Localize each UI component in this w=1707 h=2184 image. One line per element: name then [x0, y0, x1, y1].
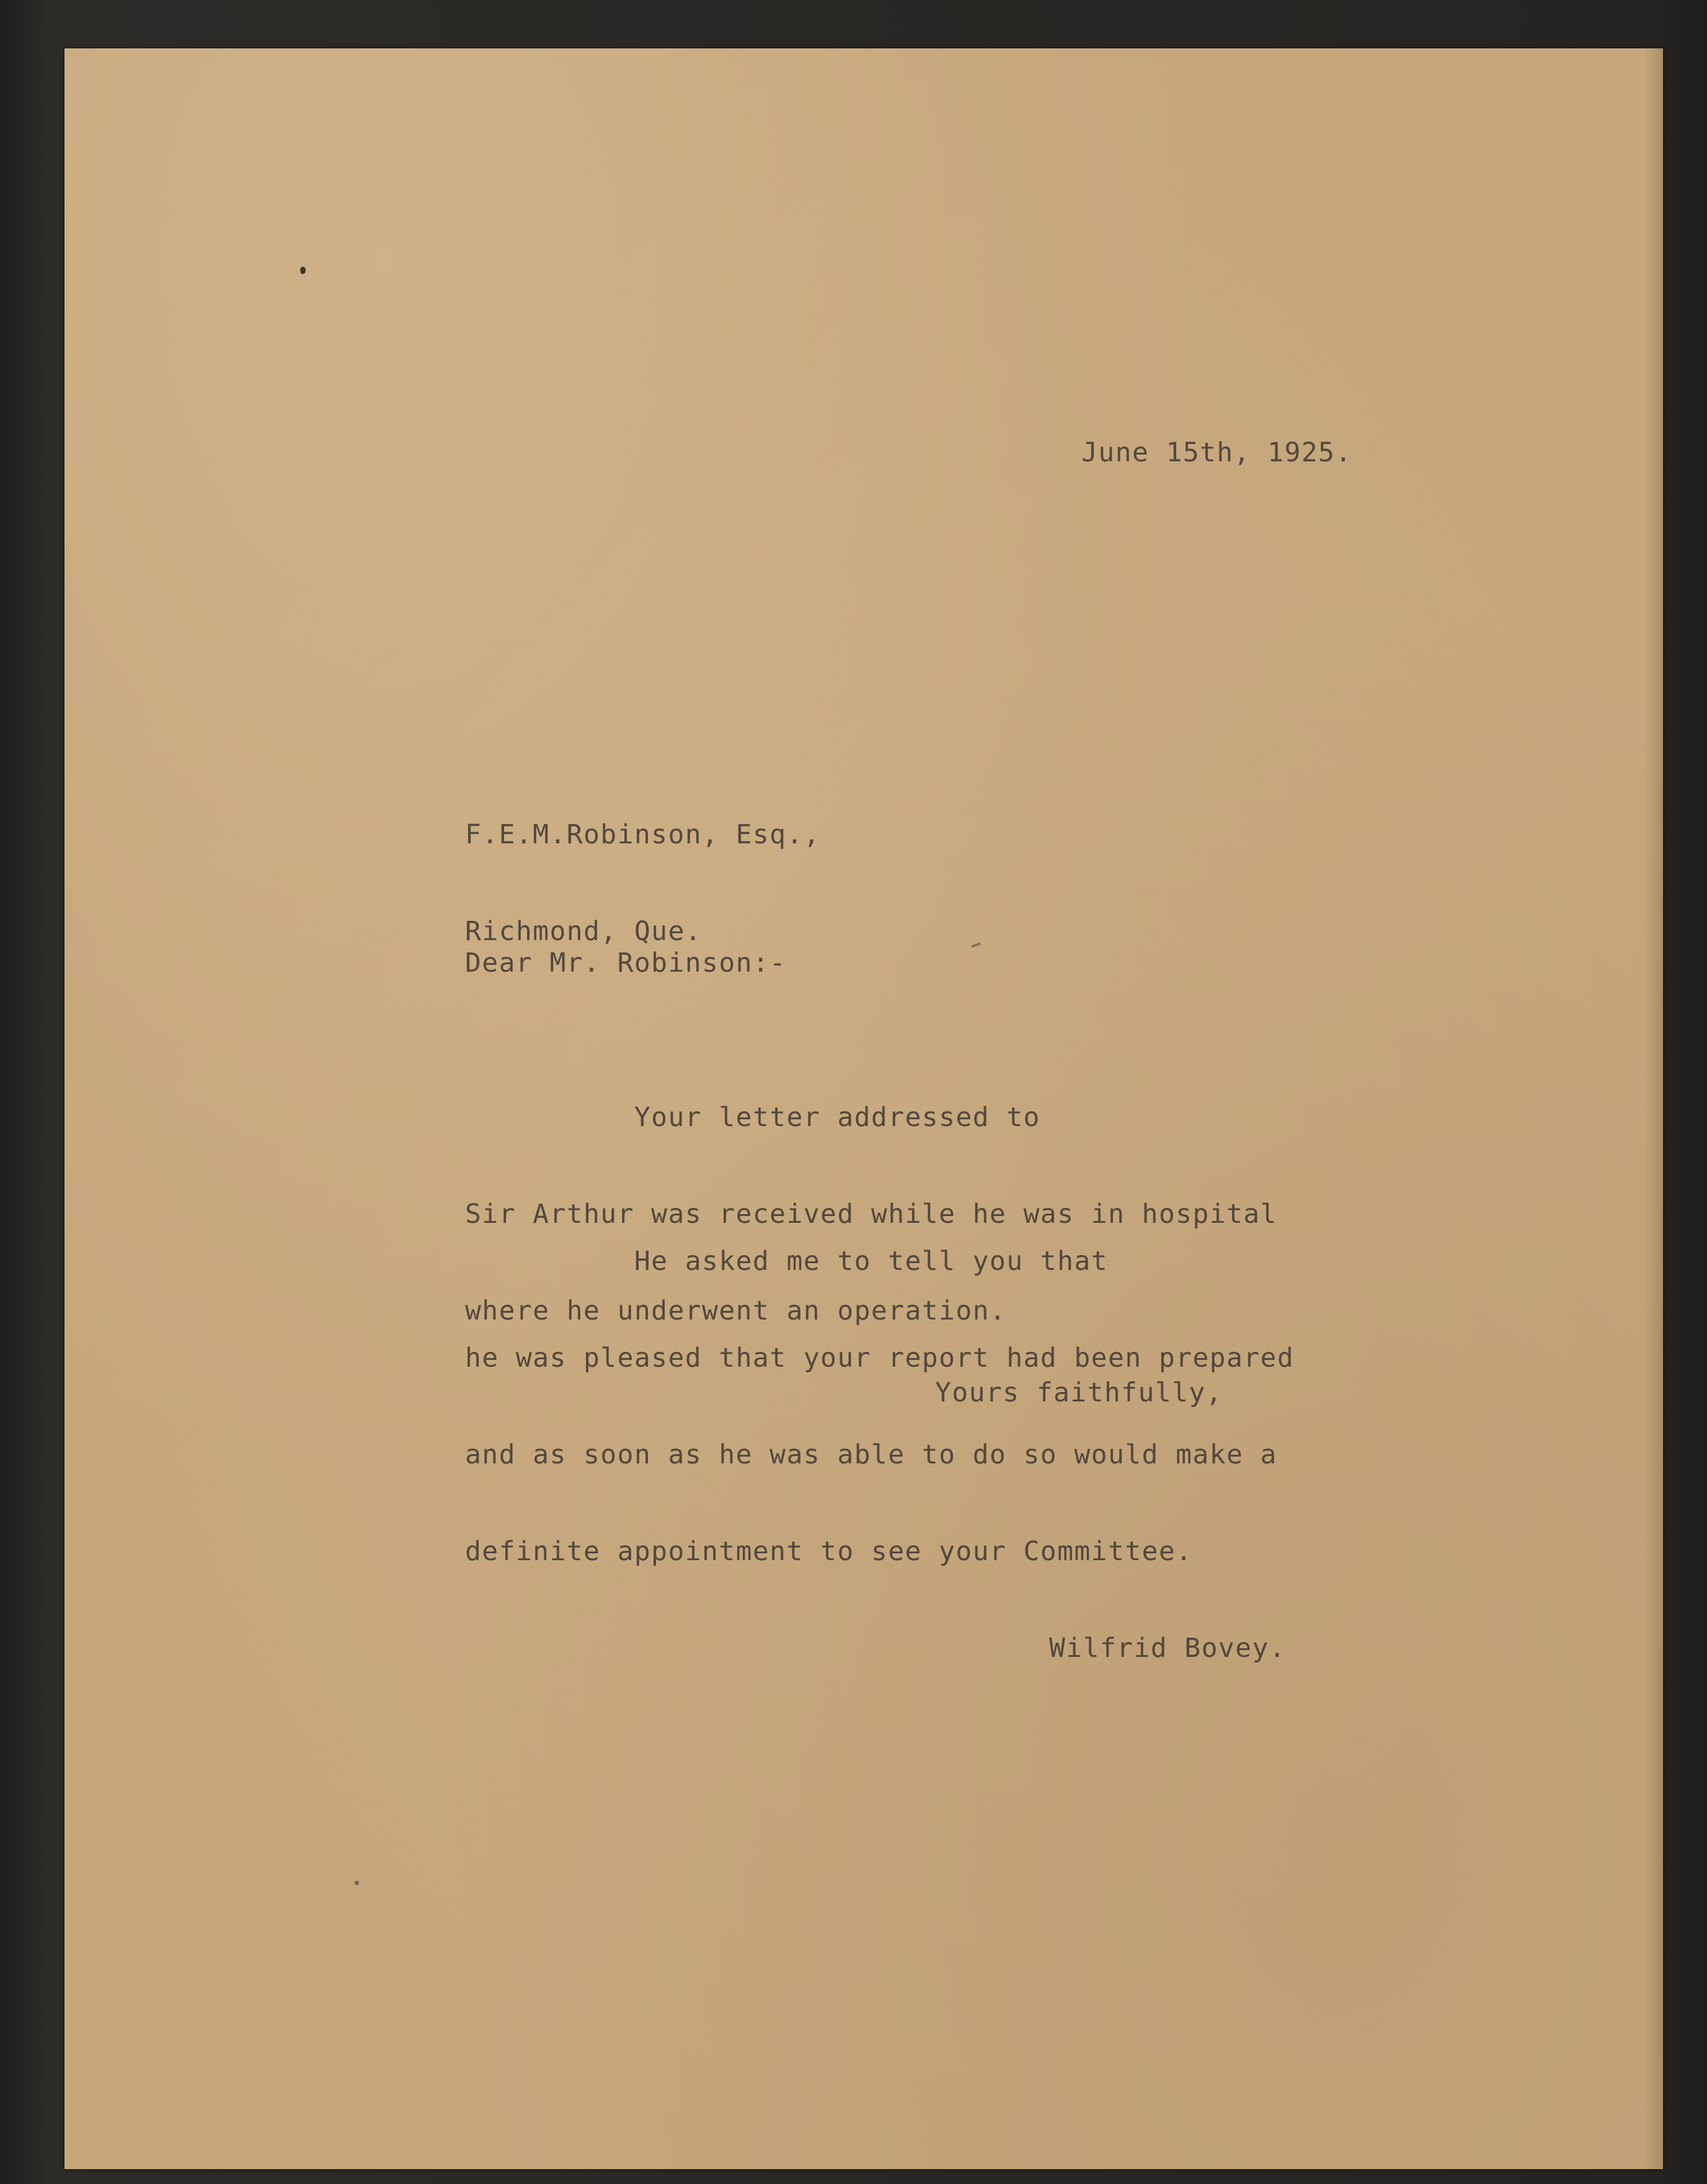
paragraph-2-line-3: and as soon as he was able to do so would make a — [465, 1439, 1277, 1470]
closing: Yours faithfully, — [935, 1377, 1223, 1408]
paper-speck — [300, 267, 306, 274]
paragraph-1-line-3: where he underwent an operation. — [465, 1295, 1007, 1326]
letter-page — [64, 48, 1663, 2169]
paragraph-2-line-2: he was pleased that your report had been prepared — [465, 1343, 1295, 1374]
paragraph-2-line-1: He asked me to tell you that — [465, 1246, 1108, 1277]
recipient-name: F.E.M.Robinson, Esq., — [465, 819, 821, 850]
salutation: Dear Mr. Robinson:- — [465, 948, 787, 979]
paragraph-1-line-2: Sir Arthur was received while he was in hospital — [465, 1199, 1277, 1230]
paragraph-2-line-4: definite appointment to see your Committee. — [465, 1536, 1193, 1567]
paper-speck — [971, 942, 981, 948]
paragraph-1-line-1: Your letter addressed to — [465, 1102, 1040, 1133]
paper-speck — [355, 1881, 359, 1885]
signature-name: Wilfrid Bovey. — [1049, 1633, 1287, 1664]
letter-date: June 15th, 1925. — [1081, 437, 1352, 468]
recipient-place: Richmond, Que. — [465, 916, 703, 947]
